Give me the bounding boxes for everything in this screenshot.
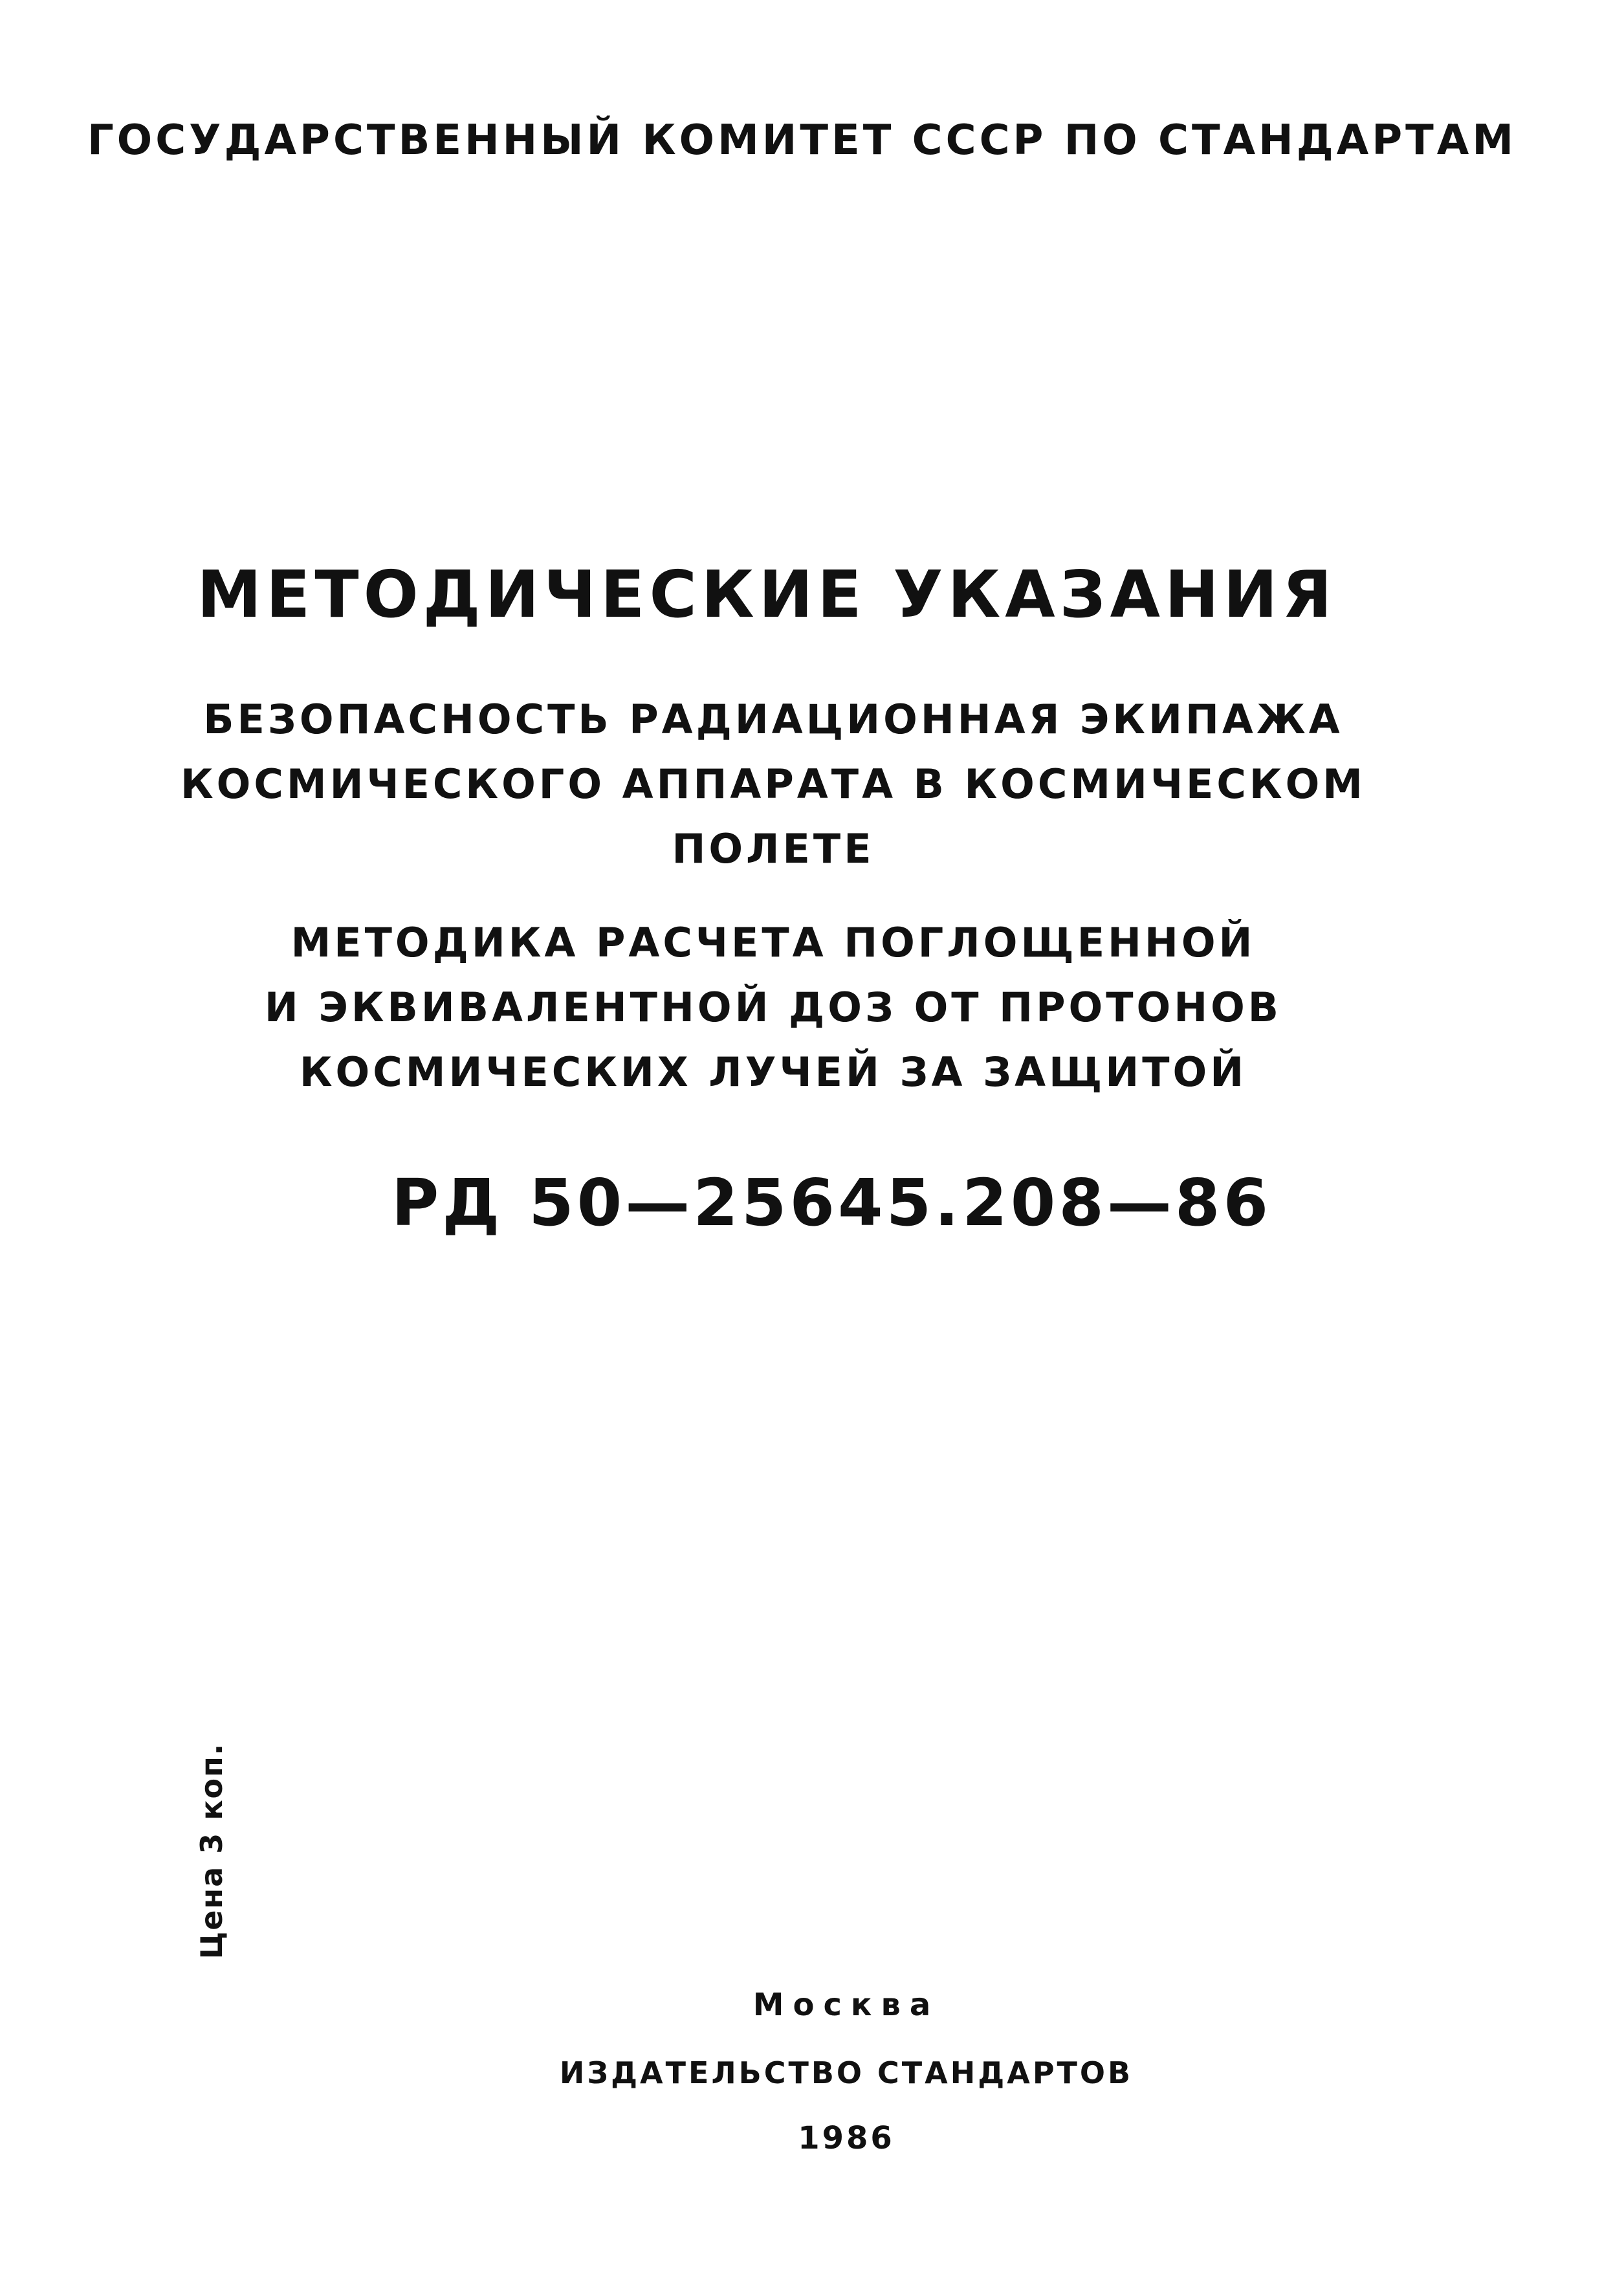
organization-heading: ГОСУДАРСТВЕННЫЙ КОМИТЕТ СССР ПО СТАНДАРТАМ [87, 116, 1517, 164]
method-line-1: МЕТОДИКА РАСЧЕТА ПОГЛОЩЕННОЙ [291, 919, 1256, 966]
price-label: Цена 3 коп. [194, 1742, 229, 1960]
imprint-city: Москва [752, 1987, 940, 2023]
imprint-year: 1986 [798, 2120, 895, 2156]
method-line-2: И ЭКВИВАЛЕНТНОЙ ДОЗ ОТ ПРОТОНОВ [264, 984, 1282, 1031]
document-type-title: МЕТОДИЧЕСКИЕ УКАЗАНИЯ [197, 557, 1337, 632]
subject-line-2: КОСМИЧЕСКОГО АППАРАТА В КОСМИЧЕСКОМ [181, 760, 1366, 808]
imprint-publisher: ИЗДАТЕЛЬСТВО СТАНДАРТОВ [559, 2055, 1134, 2090]
subject-line-3: ПОЛЕТЕ [672, 825, 875, 872]
document-code: РД 50—25645.208—86 [391, 1165, 1272, 1241]
method-line-3: КОСМИЧЕСКИХ ЛУЧЕЙ ЗА ЗАЩИТОЙ [299, 1048, 1247, 1096]
subject-line-1: БЕЗОПАСНОСТЬ РАДИАЦИОННАЯ ЭКИПАЖА [203, 696, 1343, 743]
